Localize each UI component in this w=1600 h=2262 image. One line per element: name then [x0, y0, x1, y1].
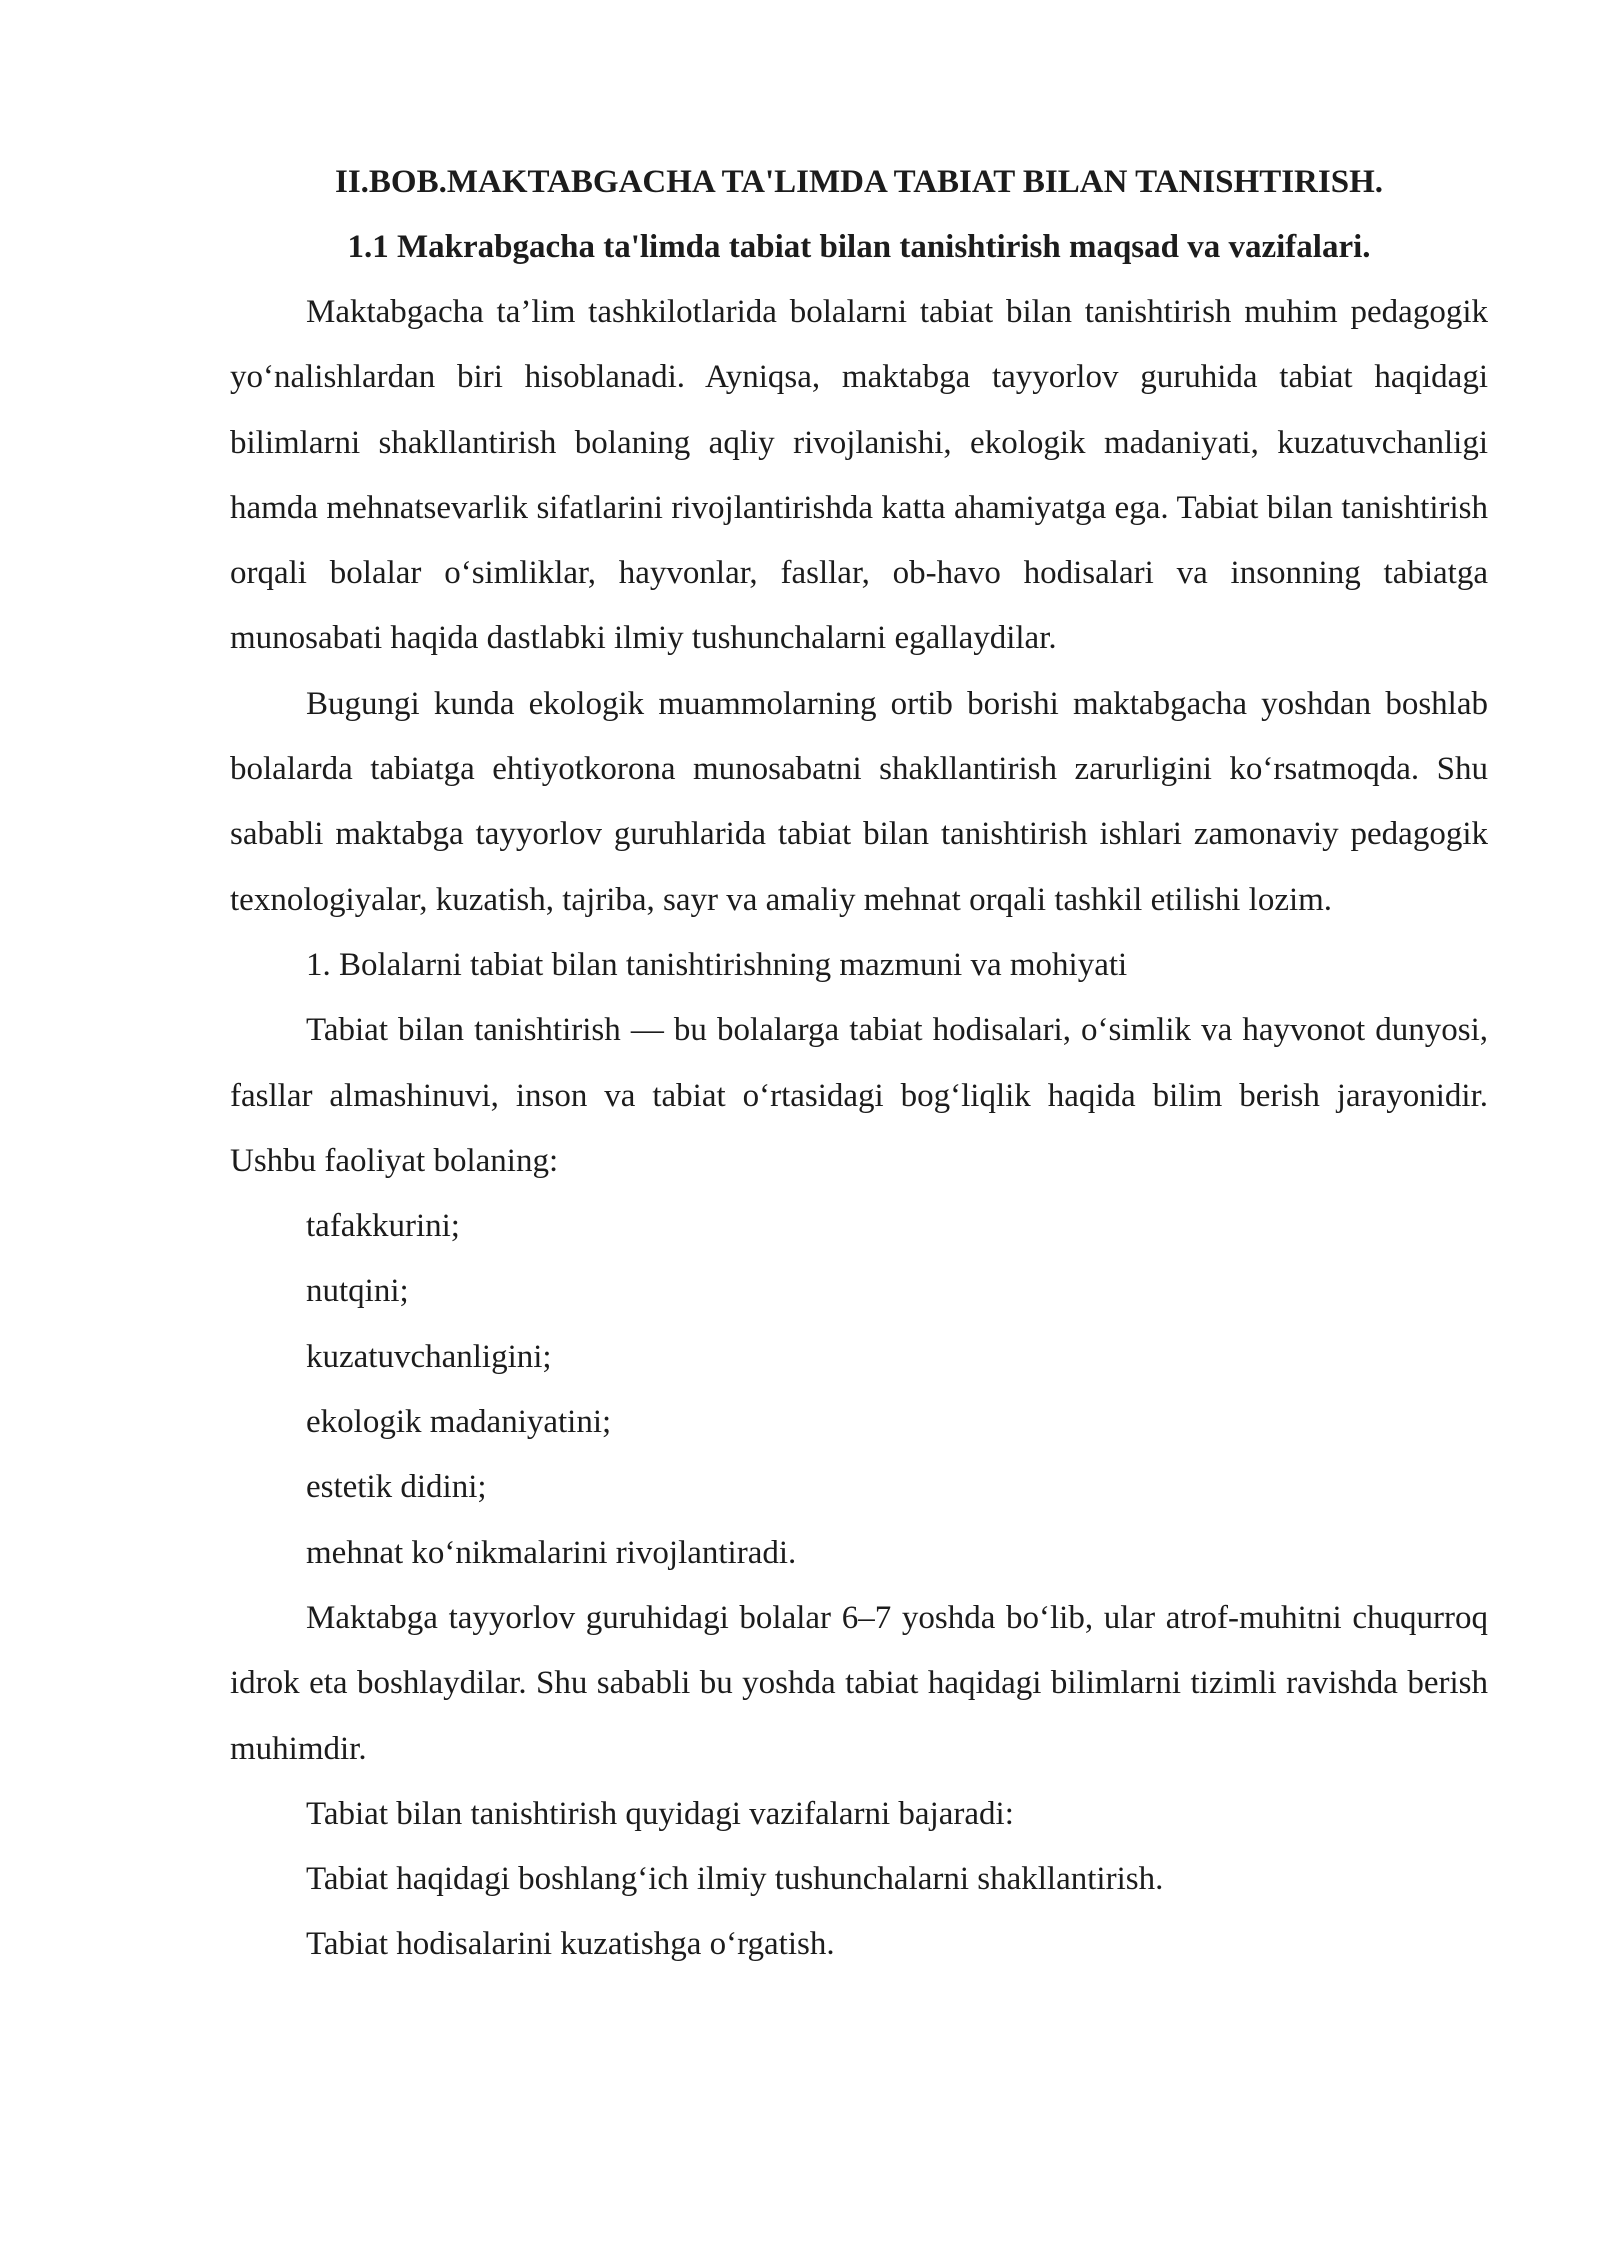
list-item: nutqini;: [306, 1273, 409, 1310]
task-item: Tabiat hodisalarini kuzatishga o‘rgatish.: [306, 1926, 835, 1963]
paragraph: Maktabgacha ta’lim tashkilotlarida bolalarni tabiat bilan tanishtirish muhim pedagogik yo‘nalishlardan biri hisoblanadi. Ayniqsa, maktabga tayyorlov guruhida tabiat haqidagi bilimlarni shakllantirish bolaning aqliy rivojlanishi, ekologik madaniyati, kuzatuvchanligi hamda mehnatsevarlik sifatlarini rivojlantirishda katta ahamiyatga ega. Tabiat bilan tanishtirish orqali bolalar o‘simliklar, hayvonlar, fasllar, ob-havo hodisalari va insonning tabiatga munosabati haqida dastlabki ilmiy tushunchalarni egallaydilar.: [230, 294, 1488, 657]
chapter-title: II.BOB.MAKTABGACHA TA'LIMDA TABIAT BILAN TANISHTIRISH.: [334, 164, 1383, 200]
paragraph: Tabiat bilan tanishtirish — bu bolalarga tabiat hodisalari, o‘simlik va hayvonot dunyosi, fasllar almashinuvi, inson va tabiat o‘rtasidagi bog‘liqlik haqida bilim berish jarayonidir. Ushbu faoliyat bolaning:: [230, 1012, 1488, 1179]
tasks-intro: Tabiat bilan tanishtirish quyidagi vazifalarni bajaradi:: [306, 1795, 1014, 1832]
paragraph: Maktabga tayyorlov guruhidagi bolalar 6–7 yoshda bo‘lib, ular atrof-muhitni chuqurroq idrok eta boshlaydilar. Shu sababli bu yoshda tabiat haqidagi bilimlarni tizimli ravishda berish muhimdir.: [230, 1599, 1488, 1767]
list-item: ekologik madaniyatini;: [306, 1404, 612, 1441]
task-item: Tabiat haqidagi boshlang‘ich ilmiy tushunchalarni shakllantirish.: [306, 1861, 1164, 1898]
list-item: estetik didini;: [306, 1469, 487, 1506]
list: [230, 1194, 1488, 1586]
subheading: 1. Bolalarni tabiat bilan tanishtirishning mazmuni va mohiyati: [306, 946, 1128, 983]
paragraph: Bugungi kunda ekologik muammolarning ortib borishi maktabgacha yoshdan boshlab bolalarda tabiatga ehtiyotkorona munosabatni shakllantirish zarurligini ko‘rsatmoqda. Shu sababli maktabga tayyorlov guruhlarida tabiat bilan tanishtirish ishlari zamonaviy pedagogik texnologiyalar, kuzatish, tajriba, sayr va amaliy mehnat orqali tashkil etilishi lozim.: [230, 685, 1488, 918]
section-title: 1.1 Makrabgacha ta'limda tabiat bilan tanishtirish maqsad va vazifalari.: [347, 229, 1371, 265]
list-item: mehnat ko‘nikmalarini rivojlantiradi.: [306, 1534, 797, 1571]
list-item: kuzatuvchanligini;: [306, 1338, 552, 1375]
document-page: [230, 150, 1488, 1978]
list-item: tafakkurini;: [306, 1208, 460, 1245]
